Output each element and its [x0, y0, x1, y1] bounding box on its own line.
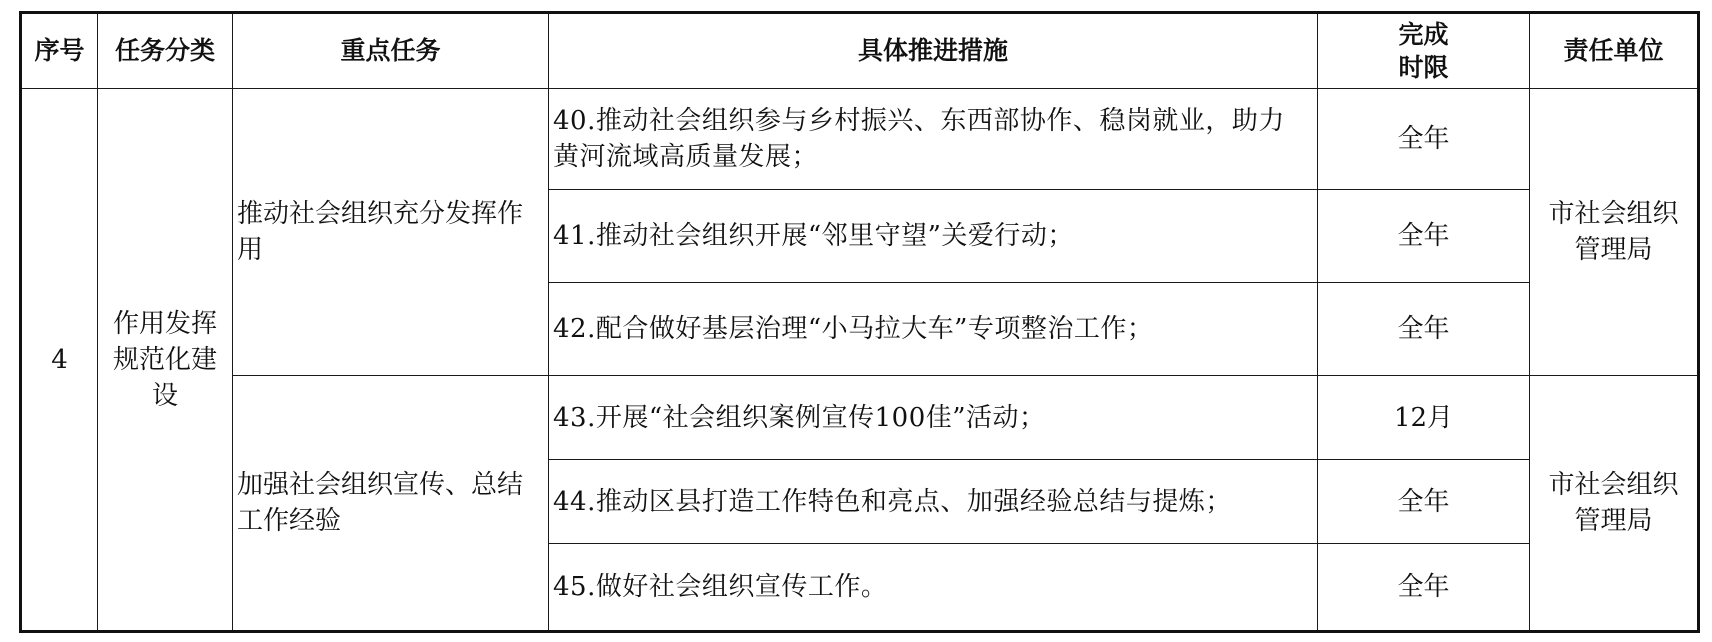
unit-cell [1530, 376, 1699, 632]
measure-line: 黄河流域高质量发展； [553, 142, 819, 172]
unit-cell [1530, 89, 1699, 376]
measure-line: 45.做好社会组织宣传工作。 [553, 572, 888, 602]
key-task-line: 推动社会组织充分发挥作 [237, 199, 524, 229]
category-line: 设 [151, 380, 178, 411]
header-measures: 具体推进措施 [549, 13, 1318, 89]
measure-cell [549, 460, 1318, 544]
header-deadline-line2: 时限 [1398, 53, 1449, 82]
measure-line: 44.推动区县打造工作特色和亮点、加强经验总结与提炼； [553, 486, 1232, 517]
measure-line: 42.配合做好基层治理“小马拉大车”专项整治工作； [553, 314, 1154, 344]
measure-cell [549, 89, 1318, 190]
header-unit: 责任单位 [1530, 13, 1699, 89]
category-cell [98, 89, 233, 632]
unit-line: 市社会组织 [1548, 470, 1679, 500]
deadline-cell: 全年 [1318, 460, 1530, 544]
category-line: 作用发挥 [112, 308, 217, 339]
header-deadline-line1: 完成 [1398, 20, 1449, 49]
measure-line: 40.推动社会组织参与乡村振兴、东西部协作、稳岗就业，助力 [553, 106, 1285, 136]
measure-line: 43.开展“社会组织案例宣传100佳”活动； [553, 402, 1046, 433]
key-task-cell [233, 89, 549, 376]
header-deadline [1318, 13, 1530, 89]
header-key-task: 重点任务 [233, 13, 549, 89]
measure-cell [549, 283, 1318, 376]
header-seq: 序号 [21, 13, 98, 89]
key-task-line: 加强社会组织宣传、总结 [237, 470, 524, 500]
deadline-cell: 全年 [1318, 544, 1530, 632]
key-task-cell [233, 376, 549, 632]
table-row [21, 89, 1699, 190]
deadline-cell: 全年 [1318, 190, 1530, 283]
measure-cell [549, 190, 1318, 283]
key-task-line: 用 [237, 235, 264, 265]
seq-cell: 4 [21, 89, 98, 632]
measure-cell [549, 376, 1318, 460]
deadline-cell: 12月 [1318, 376, 1530, 460]
measure-cell [549, 544, 1318, 632]
unit-line: 管理局 [1574, 235, 1653, 265]
deadline-cell: 全年 [1318, 89, 1530, 190]
deadline-cell: 全年 [1318, 283, 1530, 376]
table-row [21, 376, 1699, 460]
unit-line: 管理局 [1574, 506, 1653, 536]
key-task-line: 工作经验 [237, 506, 342, 536]
category-line: 规范化建 [112, 344, 217, 375]
task-table [19, 11, 1700, 633]
header-row [21, 13, 1699, 89]
header-category: 任务分类 [98, 13, 233, 89]
measure-line: 41.推动社会组织开展“邻里守望”关爱行动； [553, 221, 1074, 251]
unit-line: 市社会组织 [1548, 199, 1679, 229]
